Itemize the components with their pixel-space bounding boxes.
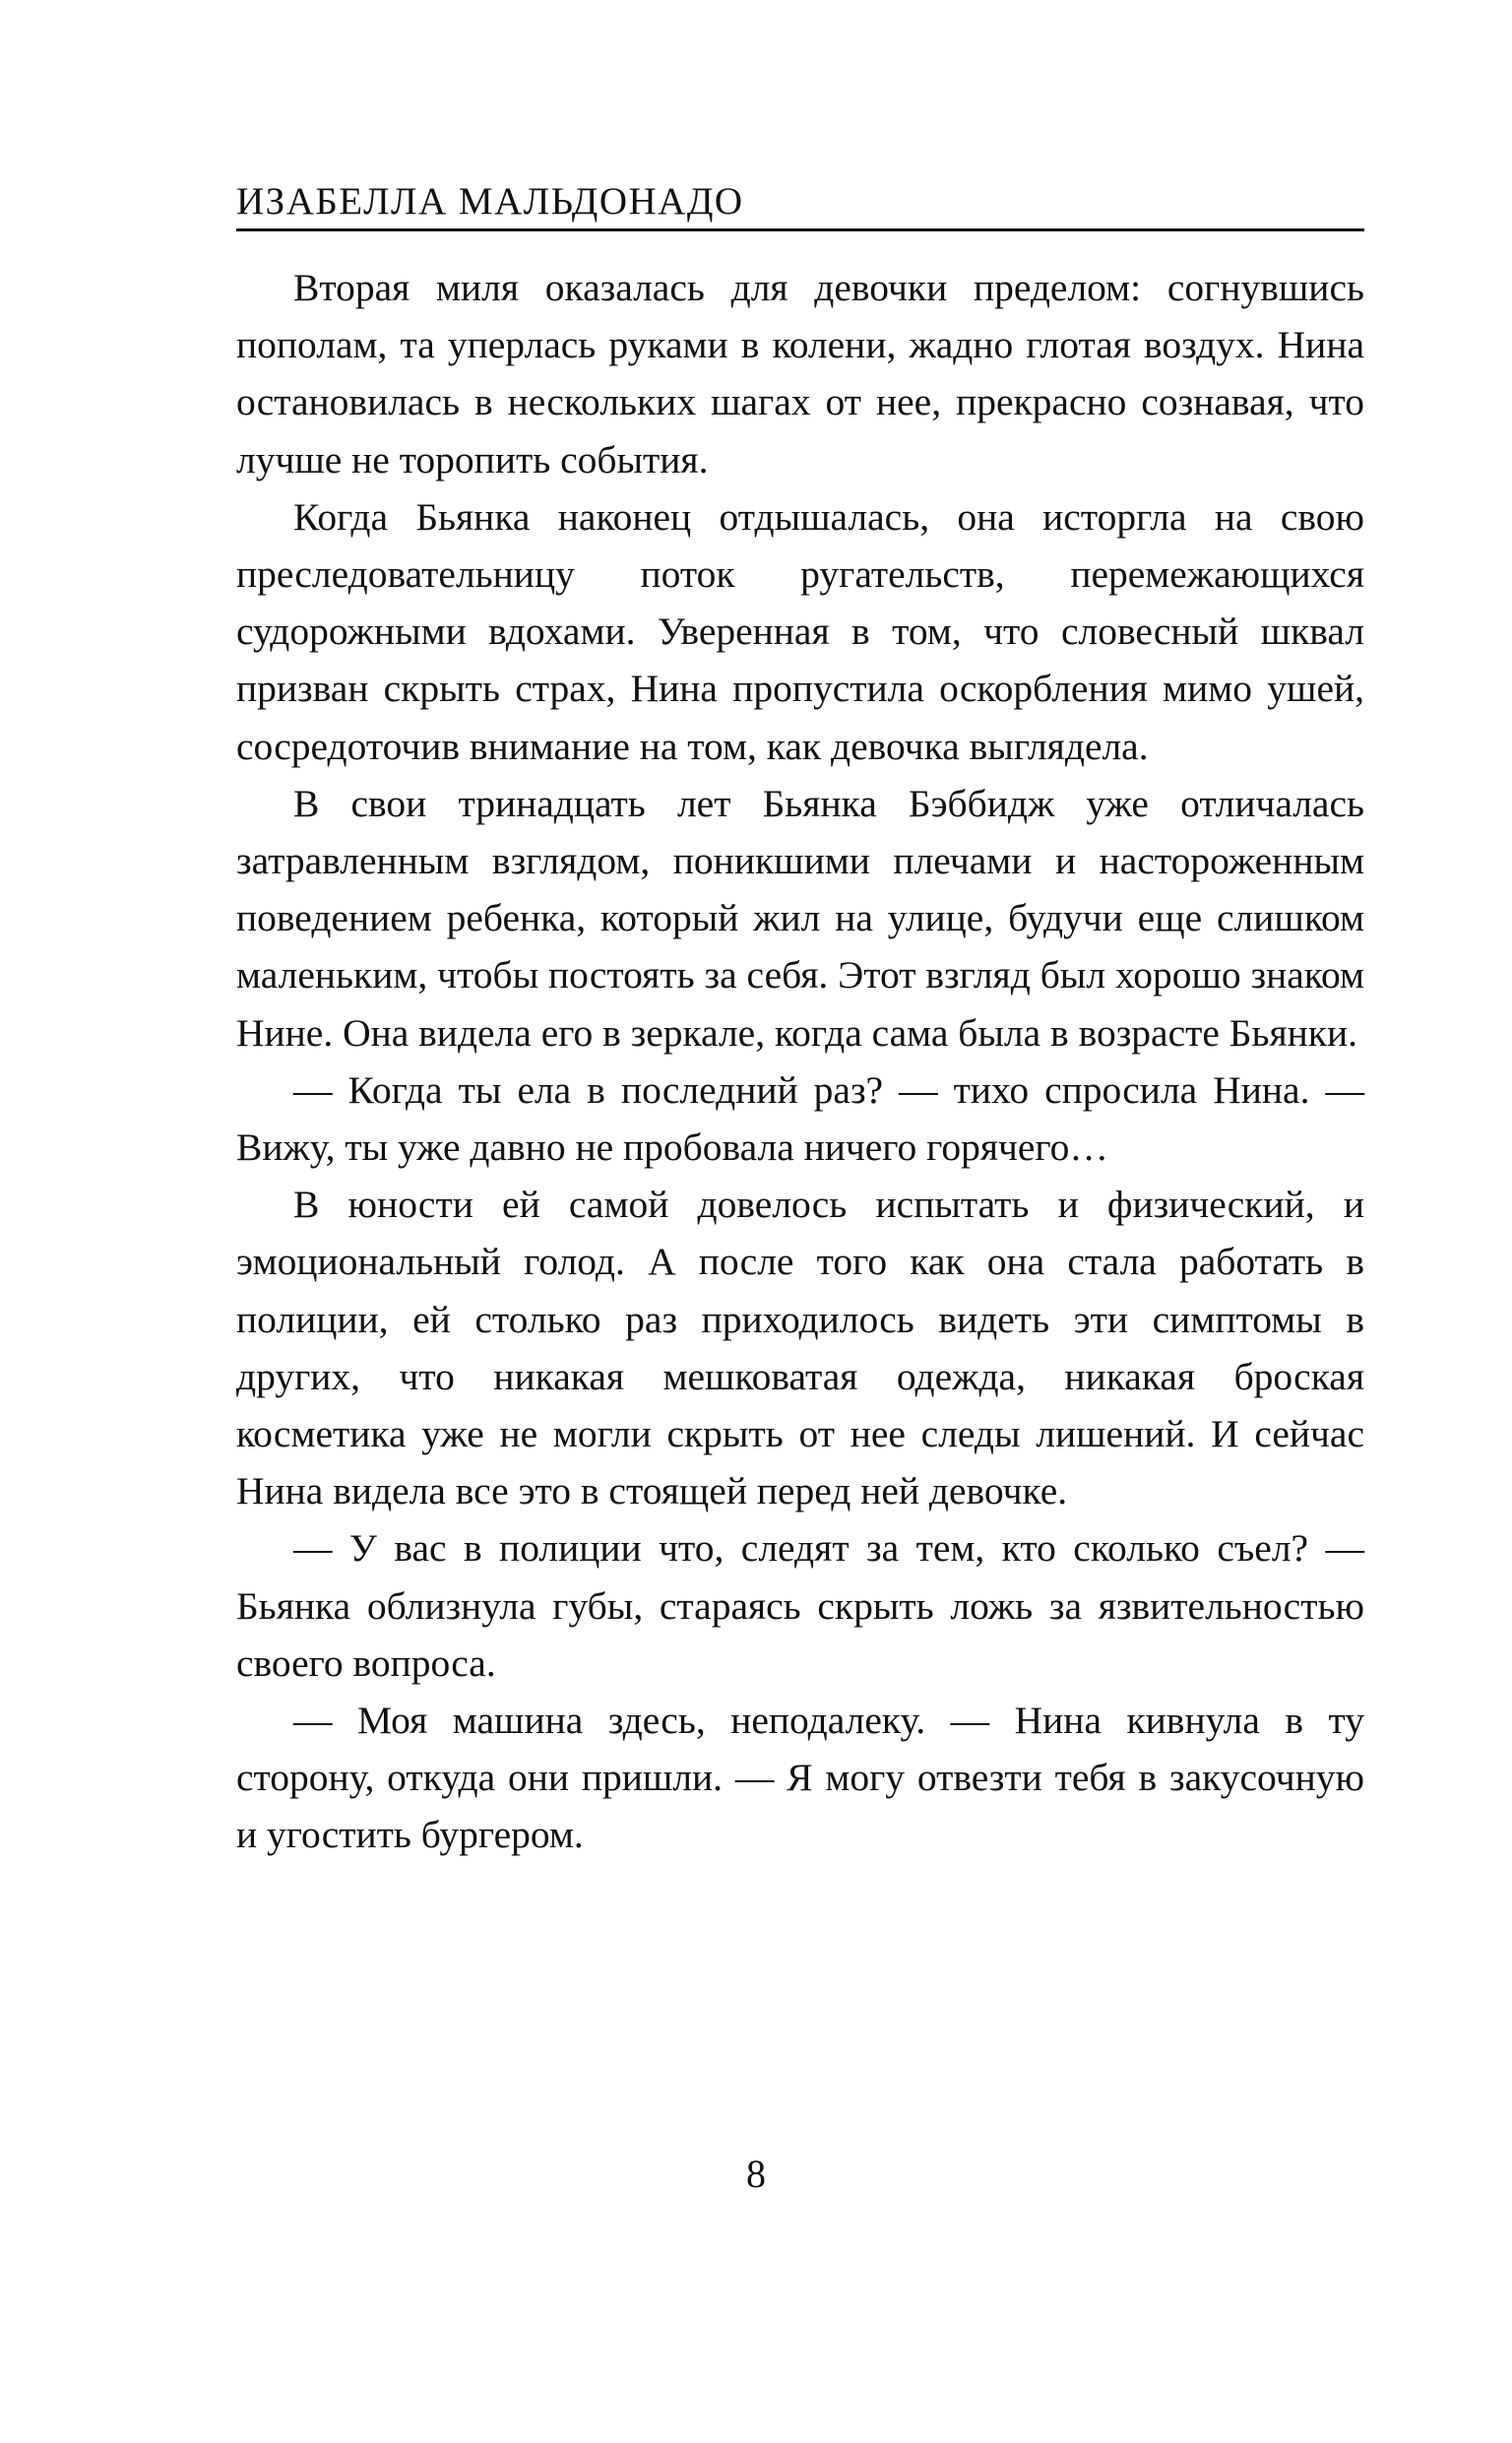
running-head-author: ИЗАБЕЛЛА МАЛЬДОНАДО [236, 182, 1364, 231]
book-page [236, 182, 1364, 1864]
paragraph: В юности ей самой довелось испытать и физический, и эмоциональный голод. А после того как она стала работать в полиции, ей столько раз приходилось видеть эти симптомы в других, что никакая мешковатая одежда, никакая броская косметика уже не могли скрыть от нее следы лишений. И сейчас Нина видела все это в стоящей перед ней девочке. [236, 1183, 1364, 1513]
paragraph: — Моя машина здесь, неподалеку. — Нина кивнула в ту сторону, откуда они пришли. — Я могу отвезти тебя в закусочную и угостить бургером. [236, 1699, 1364, 1857]
paragraph: В свои тринадцать лет Бьянка Бэббидж уже отличалась затравленным взглядом, поникшими плечами и настороженным поведением ребенка, который жил на улице, будучи еще слишком маленьким, чтобы постоять за себя. Этот взгляд был хорошо знаком Нине. Она видела его в зеркале, когда сама была в возрасте Бьянки. [236, 781, 1364, 1055]
paragraph: — Когда ты ела в последний раз? — тихо спросила Нина. — Вижу, ты уже давно не пробовала ничего горячего… [236, 1067, 1364, 1170]
paragraph: Когда Бьянка наконец отдышалась, она исторгла на свою преследовательницу поток ругательств, перемежающихся судорожными вдохами. Уверенная в том, что словесный шквал призван скрыть страх, Нина пропустила оскорбления мимо ушей, сосредоточив внимание на том, как девочка выглядела. [236, 494, 1364, 768]
paragraph: — У вас в полиции что, следят за тем, кто сколько съел? — Бьянка облизнула губы, стараясь скрыть ложь за язвительностью своего вопроса. [236, 1526, 1364, 1685]
body-text [236, 259, 1364, 1864]
page-number: 8 [746, 2152, 766, 2196]
paragraph: Вторая миля оказалась для девочки пределом: согнувшись пополам, та уперлась руками в колени, жадно глотая воздух. Нина остановилась в нескольких шагах от нее, прекрасно сознавая, что лучше не торопить события. [236, 266, 1364, 482]
